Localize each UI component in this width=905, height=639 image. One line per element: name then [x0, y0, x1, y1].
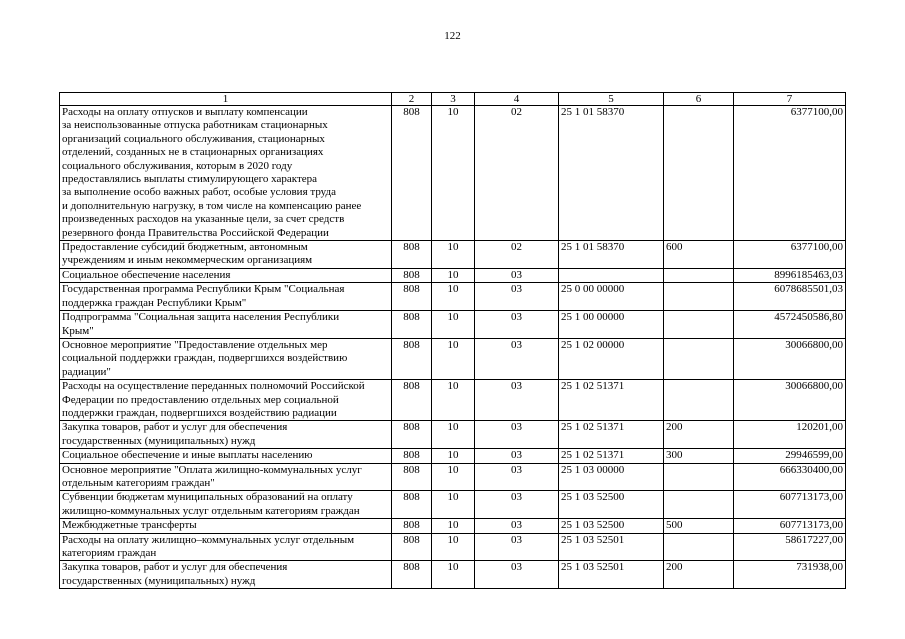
row-name-line: Расходы на осуществление переданных полномочий Российской [62, 380, 365, 393]
table-row [60, 421, 846, 449]
table-header-row [60, 93, 846, 106]
table-row [60, 519, 846, 533]
row-name-line: организаций социального обслуживания, стационарных [62, 132, 325, 145]
row-subsection-cell: 03 [475, 491, 559, 519]
row-amount-cell: 8996185463,03 [734, 268, 846, 282]
row-section-cell: 10 [432, 421, 475, 449]
row-subsection-cell: 03 [475, 533, 559, 561]
row-target-article-cell: 25 0 00 00000 [559, 283, 664, 311]
row-amount-cell: 58617227,00 [734, 533, 846, 561]
row-name-cell [60, 241, 392, 269]
row-name-line: отделений, созданных не в стационарных организациях [62, 146, 324, 159]
table-row [60, 449, 846, 463]
row-expense-type-cell [664, 283, 734, 311]
row-expense-type-cell [664, 106, 734, 241]
header-cell-subsection: 4 [475, 93, 559, 106]
row-subsection-cell: 03 [475, 561, 559, 589]
row-name-cell [60, 106, 392, 241]
row-target-article-cell: 25 1 03 52501 [559, 561, 664, 589]
row-subsection-cell: 03 [475, 338, 559, 379]
row-ministry-cell: 808 [392, 561, 432, 589]
row-name-line: социальной поддержки граждан, подвергшихся воздействию [62, 352, 348, 365]
row-name-line: поддержка граждан Республики Крым" [62, 296, 247, 309]
row-expense-type-cell [664, 463, 734, 491]
row-ministry-cell: 808 [392, 241, 432, 269]
table-row [60, 491, 846, 519]
row-name-cell [60, 421, 392, 449]
header-cell-target-article: 5 [559, 93, 664, 106]
row-name-line: Социальное обеспечение и иные выплаты населению [62, 449, 313, 462]
row-name-line: Закупка товаров, работ и услуг для обеспечения [62, 561, 288, 574]
table-row [60, 241, 846, 269]
row-name-cell [60, 463, 392, 491]
row-name-line: поддержки граждан, подвергшихся воздействию радиации [62, 406, 337, 419]
row-name-line: Социальное обеспечение населения [62, 268, 231, 281]
row-expense-type-cell [664, 491, 734, 519]
row-target-article-cell: 25 1 02 00000 [559, 338, 664, 379]
row-amount-cell: 731938,00 [734, 561, 846, 589]
row-name-line: Крым" [62, 324, 94, 337]
row-amount-cell: 30066800,00 [734, 338, 846, 379]
row-amount-cell: 607713173,00 [734, 491, 846, 519]
row-amount-cell: 29946599,00 [734, 449, 846, 463]
row-expense-type-cell [664, 268, 734, 282]
table-row [60, 283, 846, 311]
table-row [60, 338, 846, 379]
row-name-line: радиации" [62, 365, 111, 378]
row-ministry-cell: 808 [392, 449, 432, 463]
row-ministry-cell: 808 [392, 533, 432, 561]
header-cell-amount: 7 [734, 93, 846, 106]
row-amount-cell: 607713173,00 [734, 519, 846, 533]
row-ministry-cell: 808 [392, 338, 432, 379]
row-target-article-cell: 25 1 03 52500 [559, 519, 664, 533]
row-name-line: за выполнение особо важных работ, особые условия труда [62, 186, 336, 199]
table-row [60, 106, 846, 241]
row-ministry-cell: 808 [392, 268, 432, 282]
row-amount-cell: 6078685501,03 [734, 283, 846, 311]
header-cell-section: 3 [432, 93, 475, 106]
page-number: 122 [444, 30, 461, 42]
row-ministry-cell: 808 [392, 380, 432, 421]
row-target-article-cell: 25 1 02 51371 [559, 449, 664, 463]
row-name-line: Основное мероприятие "Оплата жилищно-коммунальных услуг [62, 463, 362, 476]
row-subsection-cell: 03 [475, 268, 559, 282]
row-ministry-cell: 808 [392, 463, 432, 491]
row-target-article-cell: 25 1 03 52500 [559, 491, 664, 519]
row-name-line: резервного фонда Правительства Российской Федерации [62, 226, 329, 239]
row-expense-type-cell: 500 [664, 519, 734, 533]
row-target-article-cell: 25 1 03 52501 [559, 533, 664, 561]
row-amount-cell: 30066800,00 [734, 380, 846, 421]
row-section-cell: 10 [432, 561, 475, 589]
row-section-cell: 10 [432, 106, 475, 241]
row-target-article-cell: 25 1 01 58370 [559, 241, 664, 269]
row-subsection-cell: 02 [475, 106, 559, 241]
row-name-line: Субвенции бюджетам муниципальных образований на оплату [62, 491, 353, 504]
row-target-article-cell [559, 268, 664, 282]
row-ministry-cell: 808 [392, 491, 432, 519]
row-name-line: Межбюджетные трансферты [62, 519, 197, 532]
row-subsection-cell: 03 [475, 421, 559, 449]
row-name-line: Расходы на оплату отпусков и выплату компенсации [62, 106, 308, 118]
header-cell-ministry: 2 [392, 93, 432, 106]
row-target-article-cell: 25 1 02 51371 [559, 380, 664, 421]
row-amount-cell: 4572450586,80 [734, 311, 846, 339]
row-amount-cell: 120201,00 [734, 421, 846, 449]
row-name-line: Основное мероприятие "Предоставление отдельных мер [62, 338, 328, 351]
row-ministry-cell: 808 [392, 421, 432, 449]
row-subsection-cell: 03 [475, 463, 559, 491]
row-name-cell [60, 491, 392, 519]
table-row [60, 311, 846, 339]
row-expense-type-cell: 200 [664, 421, 734, 449]
row-name-line: и дополнительную нагрузку, в том числе на компенсацию ранее [62, 199, 362, 212]
row-name-line: отдельным категориям граждан" [62, 476, 215, 489]
row-subsection-cell: 03 [475, 311, 559, 339]
row-name-line: Государственная программа Республики Крым "Социальная [62, 283, 345, 296]
row-section-cell: 10 [432, 380, 475, 421]
row-name-line: жилищно-коммунальных услуг отдельным категориям граждан [62, 504, 360, 517]
row-ministry-cell: 808 [392, 311, 432, 339]
row-expense-type-cell [664, 533, 734, 561]
row-amount-cell: 6377100,00 [734, 241, 846, 269]
row-name-line: произведенных расходов на указанные цели, за счет средств [62, 213, 345, 226]
row-name-line: категориям граждан [62, 547, 157, 559]
row-section-cell: 10 [432, 338, 475, 379]
row-section-cell: 10 [432, 463, 475, 491]
row-section-cell: 10 [432, 519, 475, 533]
row-name-line: социального обслуживания, которым в 2020 году [62, 159, 293, 172]
row-name-line: за неиспользованные отпуска работникам стационарных [62, 119, 328, 132]
row-name-cell [60, 268, 392, 282]
row-name-cell [60, 283, 392, 311]
row-name-line: государственных (муниципальных) нужд [62, 434, 256, 447]
row-section-cell: 10 [432, 533, 475, 561]
row-section-cell: 10 [432, 241, 475, 269]
row-expense-type-cell [664, 311, 734, 339]
budget-table-body [60, 93, 846, 589]
row-subsection-cell: 03 [475, 380, 559, 421]
row-ministry-cell: 808 [392, 519, 432, 533]
row-name-line: Закупка товаров, работ и услуг для обеспечения [62, 421, 288, 434]
row-name-line: учреждениям и иным некоммерческим организациям [62, 254, 313, 267]
budget-table [59, 92, 846, 589]
row-name-line: Предоставление субсидий бюджетным, автономным [62, 241, 308, 254]
header-cell-expense-type: 6 [664, 93, 734, 106]
table-row [60, 533, 846, 561]
row-name-cell [60, 519, 392, 533]
row-subsection-cell: 03 [475, 449, 559, 463]
row-section-cell: 10 [432, 491, 475, 519]
row-section-cell: 10 [432, 311, 475, 339]
row-subsection-cell: 02 [475, 241, 559, 269]
row-ministry-cell: 808 [392, 283, 432, 311]
row-subsection-cell: 03 [475, 283, 559, 311]
table-row [60, 268, 846, 282]
row-ministry-cell: 808 [392, 106, 432, 241]
table-row [60, 561, 846, 589]
row-name-cell [60, 311, 392, 339]
row-subsection-cell: 03 [475, 519, 559, 533]
row-name-cell [60, 561, 392, 589]
row-section-cell: 10 [432, 268, 475, 282]
row-target-article-cell: 25 1 03 00000 [559, 463, 664, 491]
row-name-line: государственных (муниципальных) нужд [62, 574, 256, 587]
table-row [60, 463, 846, 491]
row-target-article-cell: 25 1 01 58370 [559, 106, 664, 241]
row-name-line: Подпрограмма "Социальная защита населения Республики [62, 311, 340, 324]
row-amount-cell: 666330400,00 [734, 463, 846, 491]
row-name-cell [60, 449, 392, 463]
header-cell-name: 1 [60, 93, 392, 106]
row-name-line: предоставлялись выплаты стимулирующего характера [62, 173, 318, 186]
row-expense-type-cell: 300 [664, 449, 734, 463]
row-section-cell: 10 [432, 283, 475, 311]
row-section-cell: 10 [432, 449, 475, 463]
row-target-article-cell: 25 1 02 51371 [559, 421, 664, 449]
row-name-line: Расходы на оплату жилищно–коммунальных услуг отдельным [62, 533, 355, 546]
row-name-cell [60, 338, 392, 379]
row-expense-type-cell: 200 [664, 561, 734, 589]
table-row [60, 380, 846, 421]
row-expense-type-cell [664, 380, 734, 421]
row-name-line: Федерации по предоставлению отдельных мер социальной [62, 393, 339, 406]
row-expense-type-cell: 600 [664, 241, 734, 269]
row-amount-cell: 6377100,00 [734, 106, 846, 241]
row-name-cell [60, 380, 392, 421]
row-expense-type-cell [664, 338, 734, 379]
row-target-article-cell: 25 1 00 00000 [559, 311, 664, 339]
row-name-cell [60, 533, 392, 561]
